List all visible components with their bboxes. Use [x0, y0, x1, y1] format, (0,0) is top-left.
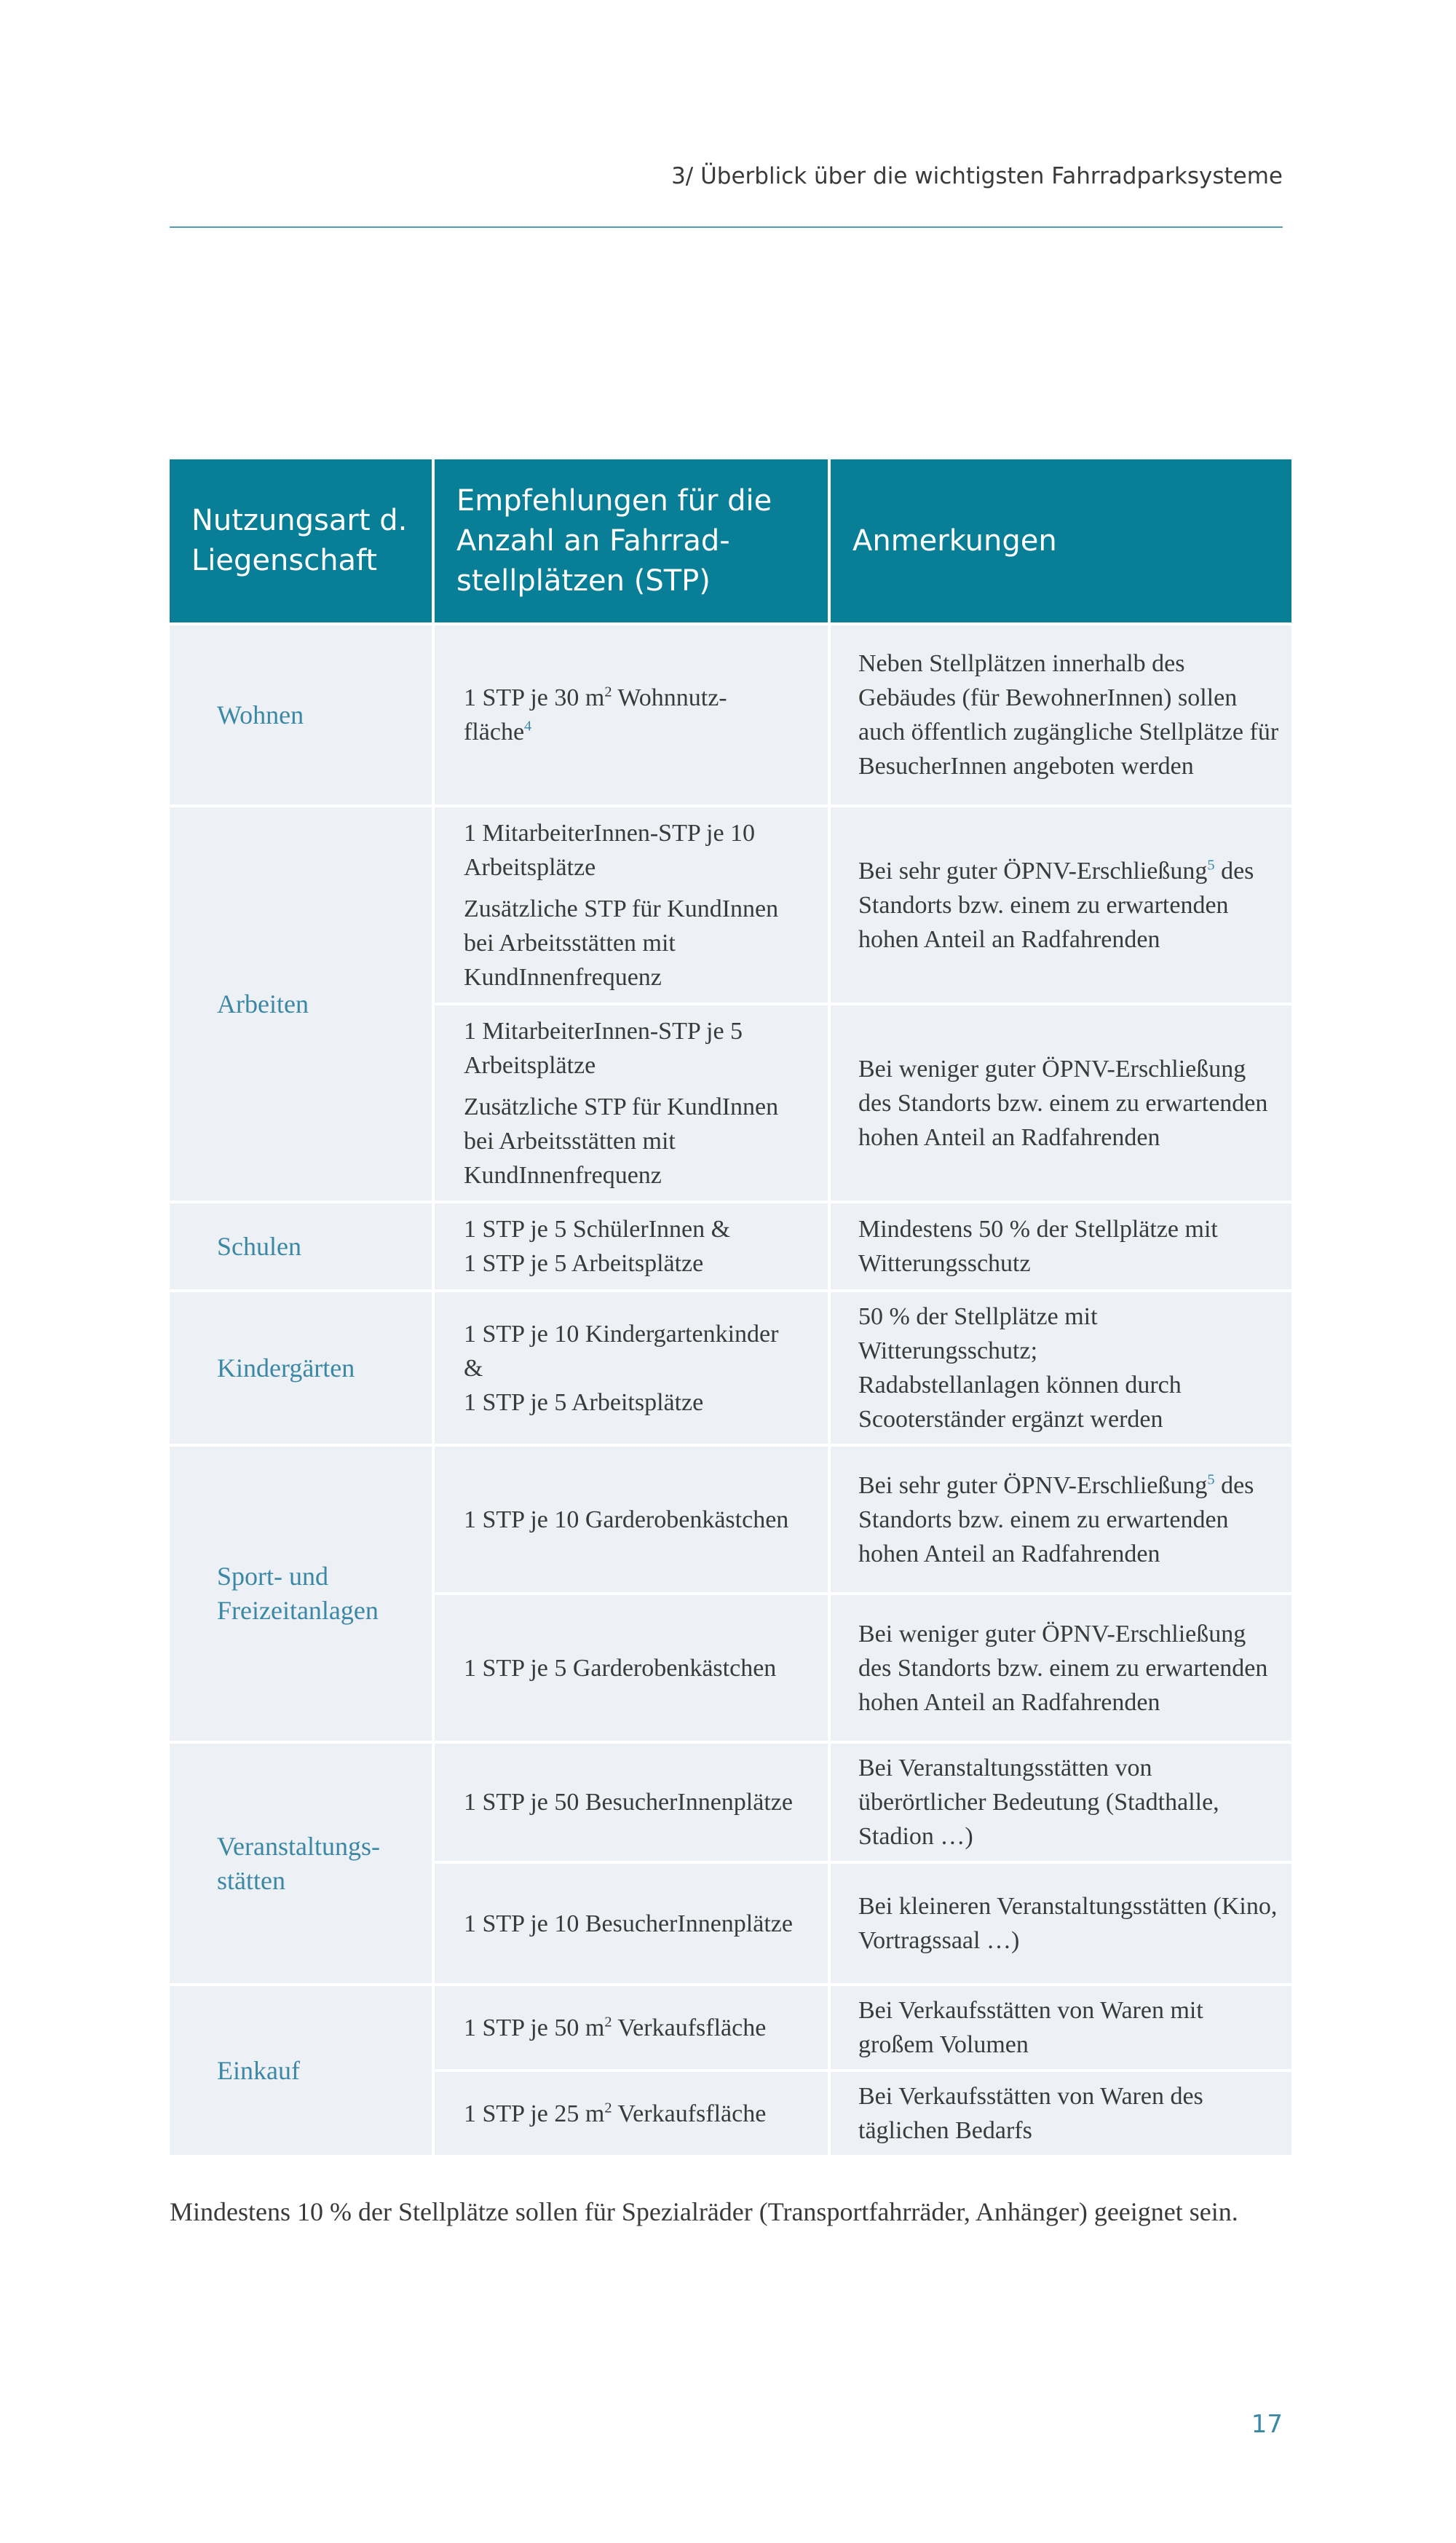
- running-head: 3/ Überblick über die wichtigsten Fahrradparksysteme: [671, 163, 1283, 189]
- category-wohnen: Wohnen: [170, 625, 432, 804]
- table-row: [170, 1744, 1291, 1861]
- footnote-ref: 4: [524, 718, 532, 735]
- table-header-row: [170, 459, 1291, 622]
- table-row: [170, 1292, 1291, 1444]
- header-empfehlungen: Empfehlungen für die Anzahl an Fahrrad- stellplätzen (STP): [435, 459, 828, 622]
- note-cell: Bei kleineren Veranstaltungsstätten (Kino, Vortragssaal …): [831, 1864, 1291, 1983]
- table-row: [170, 1447, 1291, 1592]
- footnote-ref: 5: [1207, 857, 1215, 874]
- recommendation-cell: 1 STP je 50 BesucherInnenplätze: [435, 1744, 828, 1861]
- recommendation-cell: 1 STP je 25 $m^2$ Verkaufsfläche: [435, 2072, 828, 2155]
- category-schulen: Schulen: [170, 1203, 432, 1289]
- recommendation-cell: 1 MitarbeiterInnen-STP je 10 Arbeitsplätze Zusätzliche STP für KundInnen bei Arbeitsstätten mit KundInnenfrequenz: [435, 807, 828, 1002]
- note-cell: Bei weniger guter ÖPNV-Erschließung des Standorts bzw. einem zu erwartenden hohen Anteil an Radfahrenden: [831, 1595, 1291, 1741]
- note-cell: Bei sehr guter ÖPNV-Erschließung$^5$ des Standorts bzw. einem zu erwartenden hohen Anteil an Radfahrenden: [831, 807, 1291, 1002]
- recommendation-cell: 1 STP je 10 Kindergartenkinder & 1 STP je 5 Arbeitsplätze: [435, 1292, 828, 1444]
- header-nutzungsart: Nutzungsart d. Liegenschaft: [170, 459, 432, 622]
- note-cell: Mindestens 50 % der Stellplätze mit Witterungsschutz: [831, 1203, 1291, 1289]
- special-bikes-note: Mindestens 10 % der Stellplätze sollen für Spezialräder (Transportfahrräder, Anhänger) geeignet sein.: [170, 2197, 1238, 2226]
- table-row: [170, 1203, 1291, 1289]
- header-rule: [170, 226, 1283, 228]
- header-anmerkungen: Anmerkungen: [831, 459, 1291, 622]
- note-cell: Bei sehr guter ÖPNV-Erschließung$^5$ des Standorts bzw. einem zu erwartenden hohen Anteil an Radfahrenden: [831, 1447, 1291, 1592]
- table-row: [170, 807, 1291, 1002]
- page-number: 17: [1251, 2410, 1283, 2439]
- recommendation-cell: 1 STP je 30 $m^2$ Wohnnutz- fläche$^4$: [435, 625, 828, 804]
- recommendation-cell: 1 MitarbeiterInnen-STP je 5 Arbeitsplätze Zusätzliche STP für KundInnen bei Arbeitsstätten mit KundInnenfrequenz: [435, 1005, 828, 1201]
- category-sport-freizeit: Sport- und Freizeitanlagen: [170, 1447, 432, 1741]
- table-row: [170, 1986, 1291, 2069]
- note-cell: Bei weniger guter ÖPNV-Erschließung des Standorts bzw. einem zu erwartenden hohen Anteil an Radfahrenden: [831, 1005, 1291, 1201]
- category-einkauf: Einkauf: [170, 1986, 432, 2155]
- footnote-ref: 5: [1207, 1471, 1215, 1488]
- note-cell: Bei Verkaufsstätten von Waren mit großem Volumen: [831, 1986, 1291, 2069]
- category-kindergaerten: Kindergärten: [170, 1292, 432, 1444]
- category-arbeiten: Arbeiten: [170, 807, 432, 1201]
- recommendation-cell: 1 STP je 10 BesucherInnenplätze: [435, 1864, 828, 1983]
- recommendation-cell: 1 STP je 10 Garderobenkästchen: [435, 1447, 828, 1592]
- category-veranstaltungsstaetten: Veranstaltungs- stätten: [170, 1744, 432, 1983]
- note-cell: Neben Stellplätzen innerhalb des Gebäudes (für BewohnerInnen) sollen auch öffentlich zugängliche Stellplätze für BesucherInnen angeboten werden: [831, 625, 1291, 804]
- parking-recommendations-table: [167, 456, 1294, 2158]
- note-cell: 50 % der Stellplätze mit Witterungsschutz; Radabstellanlagen können durch Scooterständer ergänzt werden: [831, 1292, 1291, 1444]
- table-row: [170, 625, 1291, 804]
- note-cell: Bei Verkaufsstätten von Waren des täglichen Bedarfs: [831, 2072, 1291, 2155]
- recommendation-cell: 1 STP je 50 $m^2$ Verkaufsfläche: [435, 1986, 828, 2069]
- parking-recommendations-table-wrapper: [170, 459, 1286, 2155]
- recommendation-cell: 1 STP je 5 SchülerInnen & 1 STP je 5 Arbeitsplätze: [435, 1203, 828, 1289]
- note-cell: Bei Veranstaltungsstätten von überörtlicher Bedeutung (Stadthalle, Stadion …): [831, 1744, 1291, 1861]
- recommendation-cell: 1 STP je 5 Garderobenkästchen: [435, 1595, 828, 1741]
